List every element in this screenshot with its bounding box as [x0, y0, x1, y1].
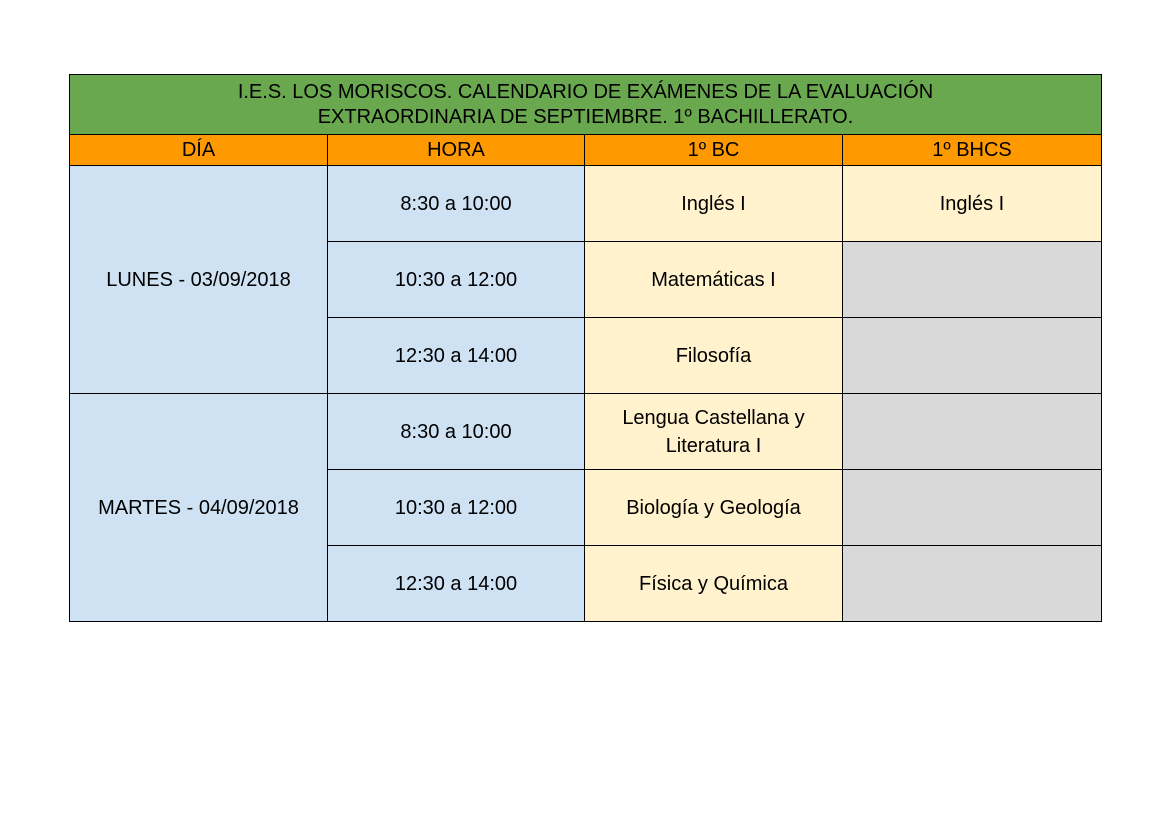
subject-line-1: Lengua Castellana y	[622, 406, 805, 429]
subject-cell-1bhcs: Inglés I	[843, 166, 1102, 242]
column-header-day: DÍA	[70, 135, 328, 166]
subject-cell-1bc: Física y Química	[585, 546, 843, 622]
hour-cell: 10:30 a 12:00	[328, 242, 585, 318]
day-cell-tuesday: MARTES - 04/09/2018	[70, 394, 328, 622]
header-row	[70, 135, 1102, 166]
empty-cell-1bhcs	[843, 394, 1102, 470]
schedule-title	[70, 75, 1102, 135]
empty-cell-1bhcs	[843, 318, 1102, 394]
subject-cell-1bc: Matemáticas I	[585, 242, 843, 318]
column-header-1bc: 1º BC	[585, 135, 843, 166]
hour-cell: 10:30 a 12:00	[328, 470, 585, 546]
column-header-hour: HORA	[328, 135, 585, 166]
title-row	[70, 75, 1102, 135]
table-row	[70, 166, 1102, 242]
subject-cell-1bc	[585, 394, 843, 470]
title-line-1: I.E.S. LOS MORISCOS. CALENDARIO DE EXÁMENES DE LA EVALUACIÓN	[237, 80, 934, 103]
hour-cell: 8:30 a 10:00	[328, 394, 585, 470]
column-header-1bhcs: 1º BHCS	[843, 135, 1102, 166]
hour-cell: 12:30 a 14:00	[328, 546, 585, 622]
empty-cell-1bhcs	[843, 470, 1102, 546]
subject-line-2: Literatura I	[665, 434, 762, 457]
subject-cell-1bc: Biología y Geología	[585, 470, 843, 546]
subject-cell-1bc: Filosofía	[585, 318, 843, 394]
subject-cell-1bc: Inglés I	[585, 166, 843, 242]
exam-schedule-table	[69, 74, 1102, 622]
hour-cell: 8:30 a 10:00	[328, 166, 585, 242]
hour-cell: 12:30 a 14:00	[328, 318, 585, 394]
title-line-2: EXTRAORDINARIA DE SEPTIEMBRE. 1º BACHILLERATO.	[317, 105, 854, 128]
day-cell-monday: LUNES - 03/09/2018	[70, 166, 328, 394]
empty-cell-1bhcs	[843, 242, 1102, 318]
table-row	[70, 394, 1102, 470]
empty-cell-1bhcs	[843, 546, 1102, 622]
